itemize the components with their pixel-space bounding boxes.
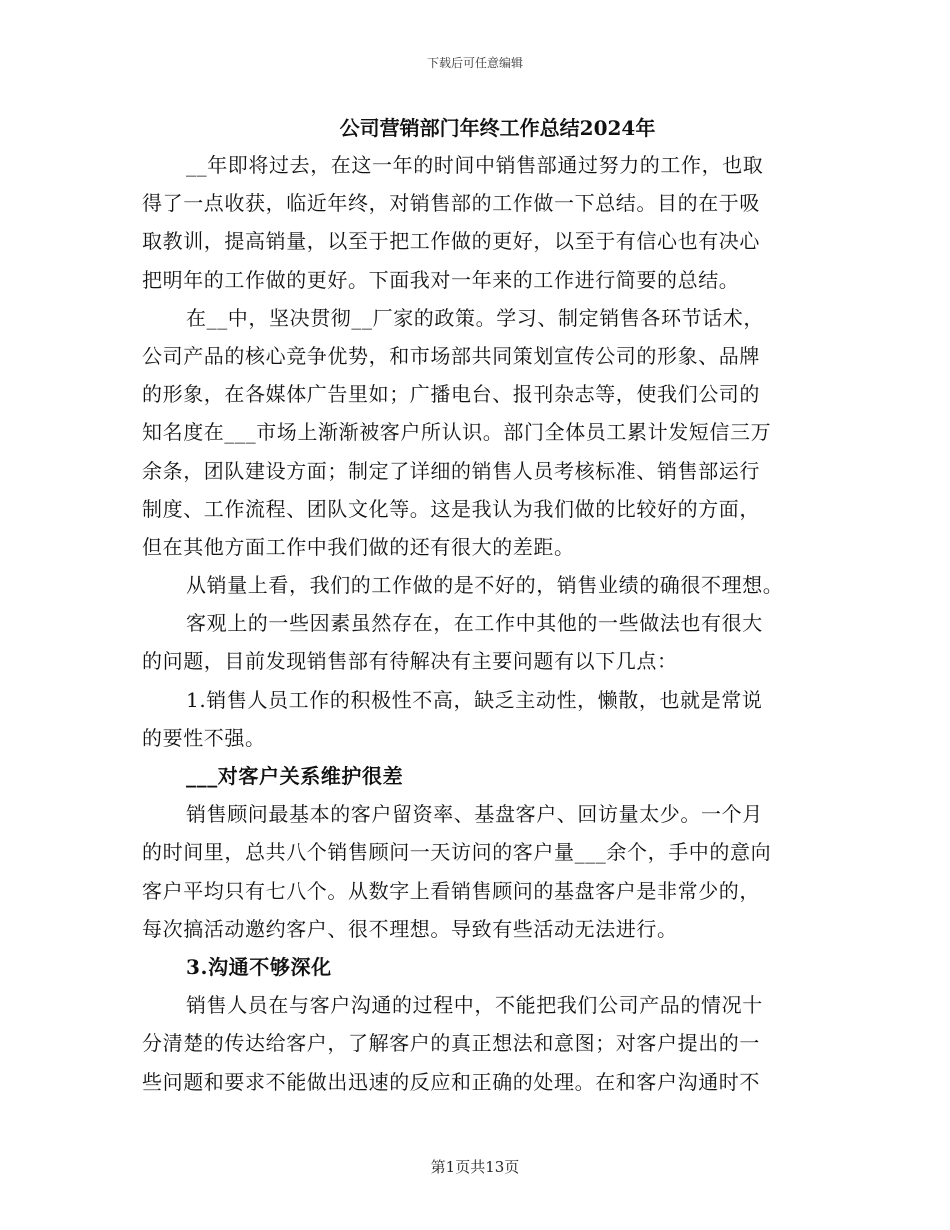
paragraph-line: 把明年的工作做的更好。下面我对一年来的工作进行简要的总结。: [142, 267, 740, 292]
document-body: [142, 146, 812, 1101]
paragraph-line: 些问题和要求不能做出迅速的反应和正确的处理。在和客户沟通时不: [142, 1069, 760, 1094]
section-heading: ___对客户关系维护很差: [186, 764, 404, 788]
paragraph-line: 的时间里，总共八个销售顾问一天访问的客户量___余个，手中的意向: [142, 840, 772, 865]
paragraph-line: 的问题，目前发现销售部有待解决有主要问题有以下几点：: [142, 649, 678, 674]
paragraph-line: 每次搞活动邀约客户、很不理想。导致有些活动无法进行。: [142, 916, 678, 941]
paragraph-line: 知名度在___市场上渐渐被客户所认识。部门全体员工累计发短信三万: [142, 420, 772, 445]
page-title: 公司营销部门年终工作总结2024年: [339, 116, 656, 140]
paragraph-line: 从销量上看，我们的工作做的是不好的，销售业绩的确很不理想。: [186, 573, 784, 598]
paragraph-line: 销售人员在与客户沟通的过程中，不能把我们公司产品的情况十: [186, 993, 763, 1018]
paragraph-line: 但在其他方面工作中我们做的还有很大的差距。: [142, 534, 575, 559]
paragraph-line: 余条，团队建设方面；制定了详细的销售人员考核标准、销售部运行: [142, 458, 760, 483]
paragraph-line: 分清楚的传达给客户，了解客户的真正想法和意图；对客户提出的一: [142, 1031, 760, 1056]
paragraph-line: 销售顾问最基本的客户留资率、基盘客户、回访量太少。一个月: [186, 802, 763, 827]
paragraph-line: 取教训，提高销量，以至于把工作做的更好，以至于有信心也有决心: [142, 229, 760, 254]
paragraph-line: 公司产品的核心竞争优势，和市场部共同策划宣传公司的形象、品牌: [142, 343, 760, 368]
page-number: 第1页共13页: [430, 1158, 520, 1176]
paragraph-line: 1.销售人员工作的积极性不高，缺乏主动性，懒散，也就是常说: [186, 687, 763, 712]
paragraph-line: __年即将过去，在这一年的时间中销售部通过努力的工作，也取: [186, 153, 764, 177]
paragraph-line: 得了一点收获，临近年终，对销售部的工作做一下总结。目的在于吸: [142, 191, 760, 216]
paragraph-line: 的要性不强。: [142, 725, 266, 750]
paragraph-line: 制度、工作流程、团队文化等。这是我认为我们做的比较好的方面，: [142, 496, 760, 521]
paragraph-line: 客户平均只有七八个。从数字上看销售顾问的基盘客户是非常少的，: [142, 878, 760, 903]
paragraph-line: 的形象，在各媒体广告里如；广播电台、报刊杂志等，使我们公司的: [142, 382, 760, 407]
section-heading: 3.沟通不够深化: [186, 954, 332, 979]
paragraph-line: 在__中，坚决贯彻__厂家的政策。学习、制定销售各环节话术，: [186, 305, 764, 330]
paragraph-line: 客观上的一些因素虽然存在，在工作中其他的一些做法也有很大: [186, 611, 763, 636]
header-note: 下载后可任意编辑: [426, 56, 523, 70]
